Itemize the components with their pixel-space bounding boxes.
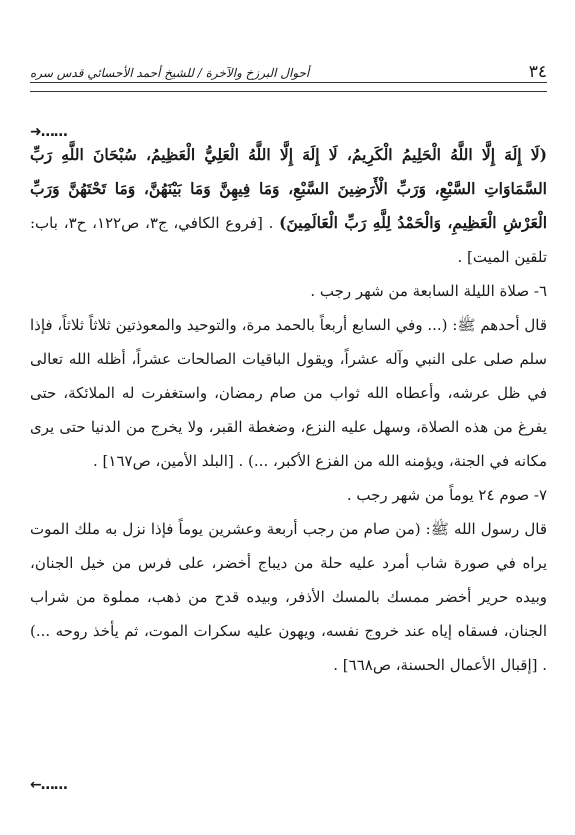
item7-heading: ٧- صوم ٢٤ يوماً من شهر رجب . [346, 486, 547, 504]
quote-paragraph [30, 138, 547, 274]
continued-on-next-arrow: ←…… [30, 777, 67, 793]
item7-text: قال رسول الله ﷺ: (من صام من رجب أربعة وعشرين يوماً فإذا نزل به ملك الموت يراه في صورة شاب أمرد عليه حلة من ديباج أخضر، على فرس من خيل الجنان، وبيده حرير أخضر ممسك بالمسك الأذفر، وبيده قدح من ذهب، مملوة من شراب الجنان، فسقاه إياه عند خروج نفسه، ويهون عليه سكرات الموت، ثم يأخذ روحه ...) . [إقبال الأعمال الحسنة، ص٦٦٨] . [30, 520, 547, 674]
quote-text: (لَا إِلَهَ إِلَّا اللَّهُ الْحَلِيمُ الْكَرِيمُ، لَا إِلَهَ إِلَّا اللَّهُ الْعَلِيُّ الْعَظِيمُ، سُبْحَانَ اللَّهِ رَبِّ السَّمَاوَاتِ السَّبْعِ، وَرَبِّ الْأَرَضِينَ السَّبْعِ، وَمَا فِيهِنَّ وَمَا بَيْنَهُنَّ، وَمَا تَحْتَهُنَّ وَرَبِّ الْعَرْشِ الْعَظِيمِ، وَالْحَمْدُ لِلَّهِ رَبِّ الْعَالَمِينَ) [30, 145, 548, 232]
continued-from-previous-arrow: ➜…… [30, 124, 67, 140]
header-divider [30, 91, 547, 92]
item6-heading: ٦- صلاة الليلة السابعة من شهر رجب . [310, 282, 547, 300]
page-body [30, 138, 547, 682]
item6-text: قال أحدهم ﷺ: (... وفي السابع أربعاً بالحمد مرة، والتوحيد والمعوذتين ثلاثاً ثلاثاً، فإذا سلم صلى على النبي وآله عشراً، ويقول الباقيات الصالحات عشراً، أظله الله تعالى في ظل عرشه، وأعطاه الله ثواب من صام رمضان، واستغفرت له الملائكة، حتى يفرغ من هذه الصلاة، وسهل عليه النزع، وضغطة القبر، ولا يخرج من الدنيا حتى يرى مكانه في الجنة، ويؤمنه الله من الفزع الأكبر، ...) . [البلد الأمين، ص١٦٧] . [30, 316, 547, 470]
quote-source: . [فروع الكافي، ج٣، ص١٢٢، ح٣، باب: تلقين الميت] . [30, 214, 547, 266]
page-number: ٣٤ [528, 62, 547, 82]
page-header [30, 58, 547, 83]
running-title: أحوال البرزخ والآخرة / للشيخ أحمد الأحسائي قدس سره [30, 66, 310, 80]
